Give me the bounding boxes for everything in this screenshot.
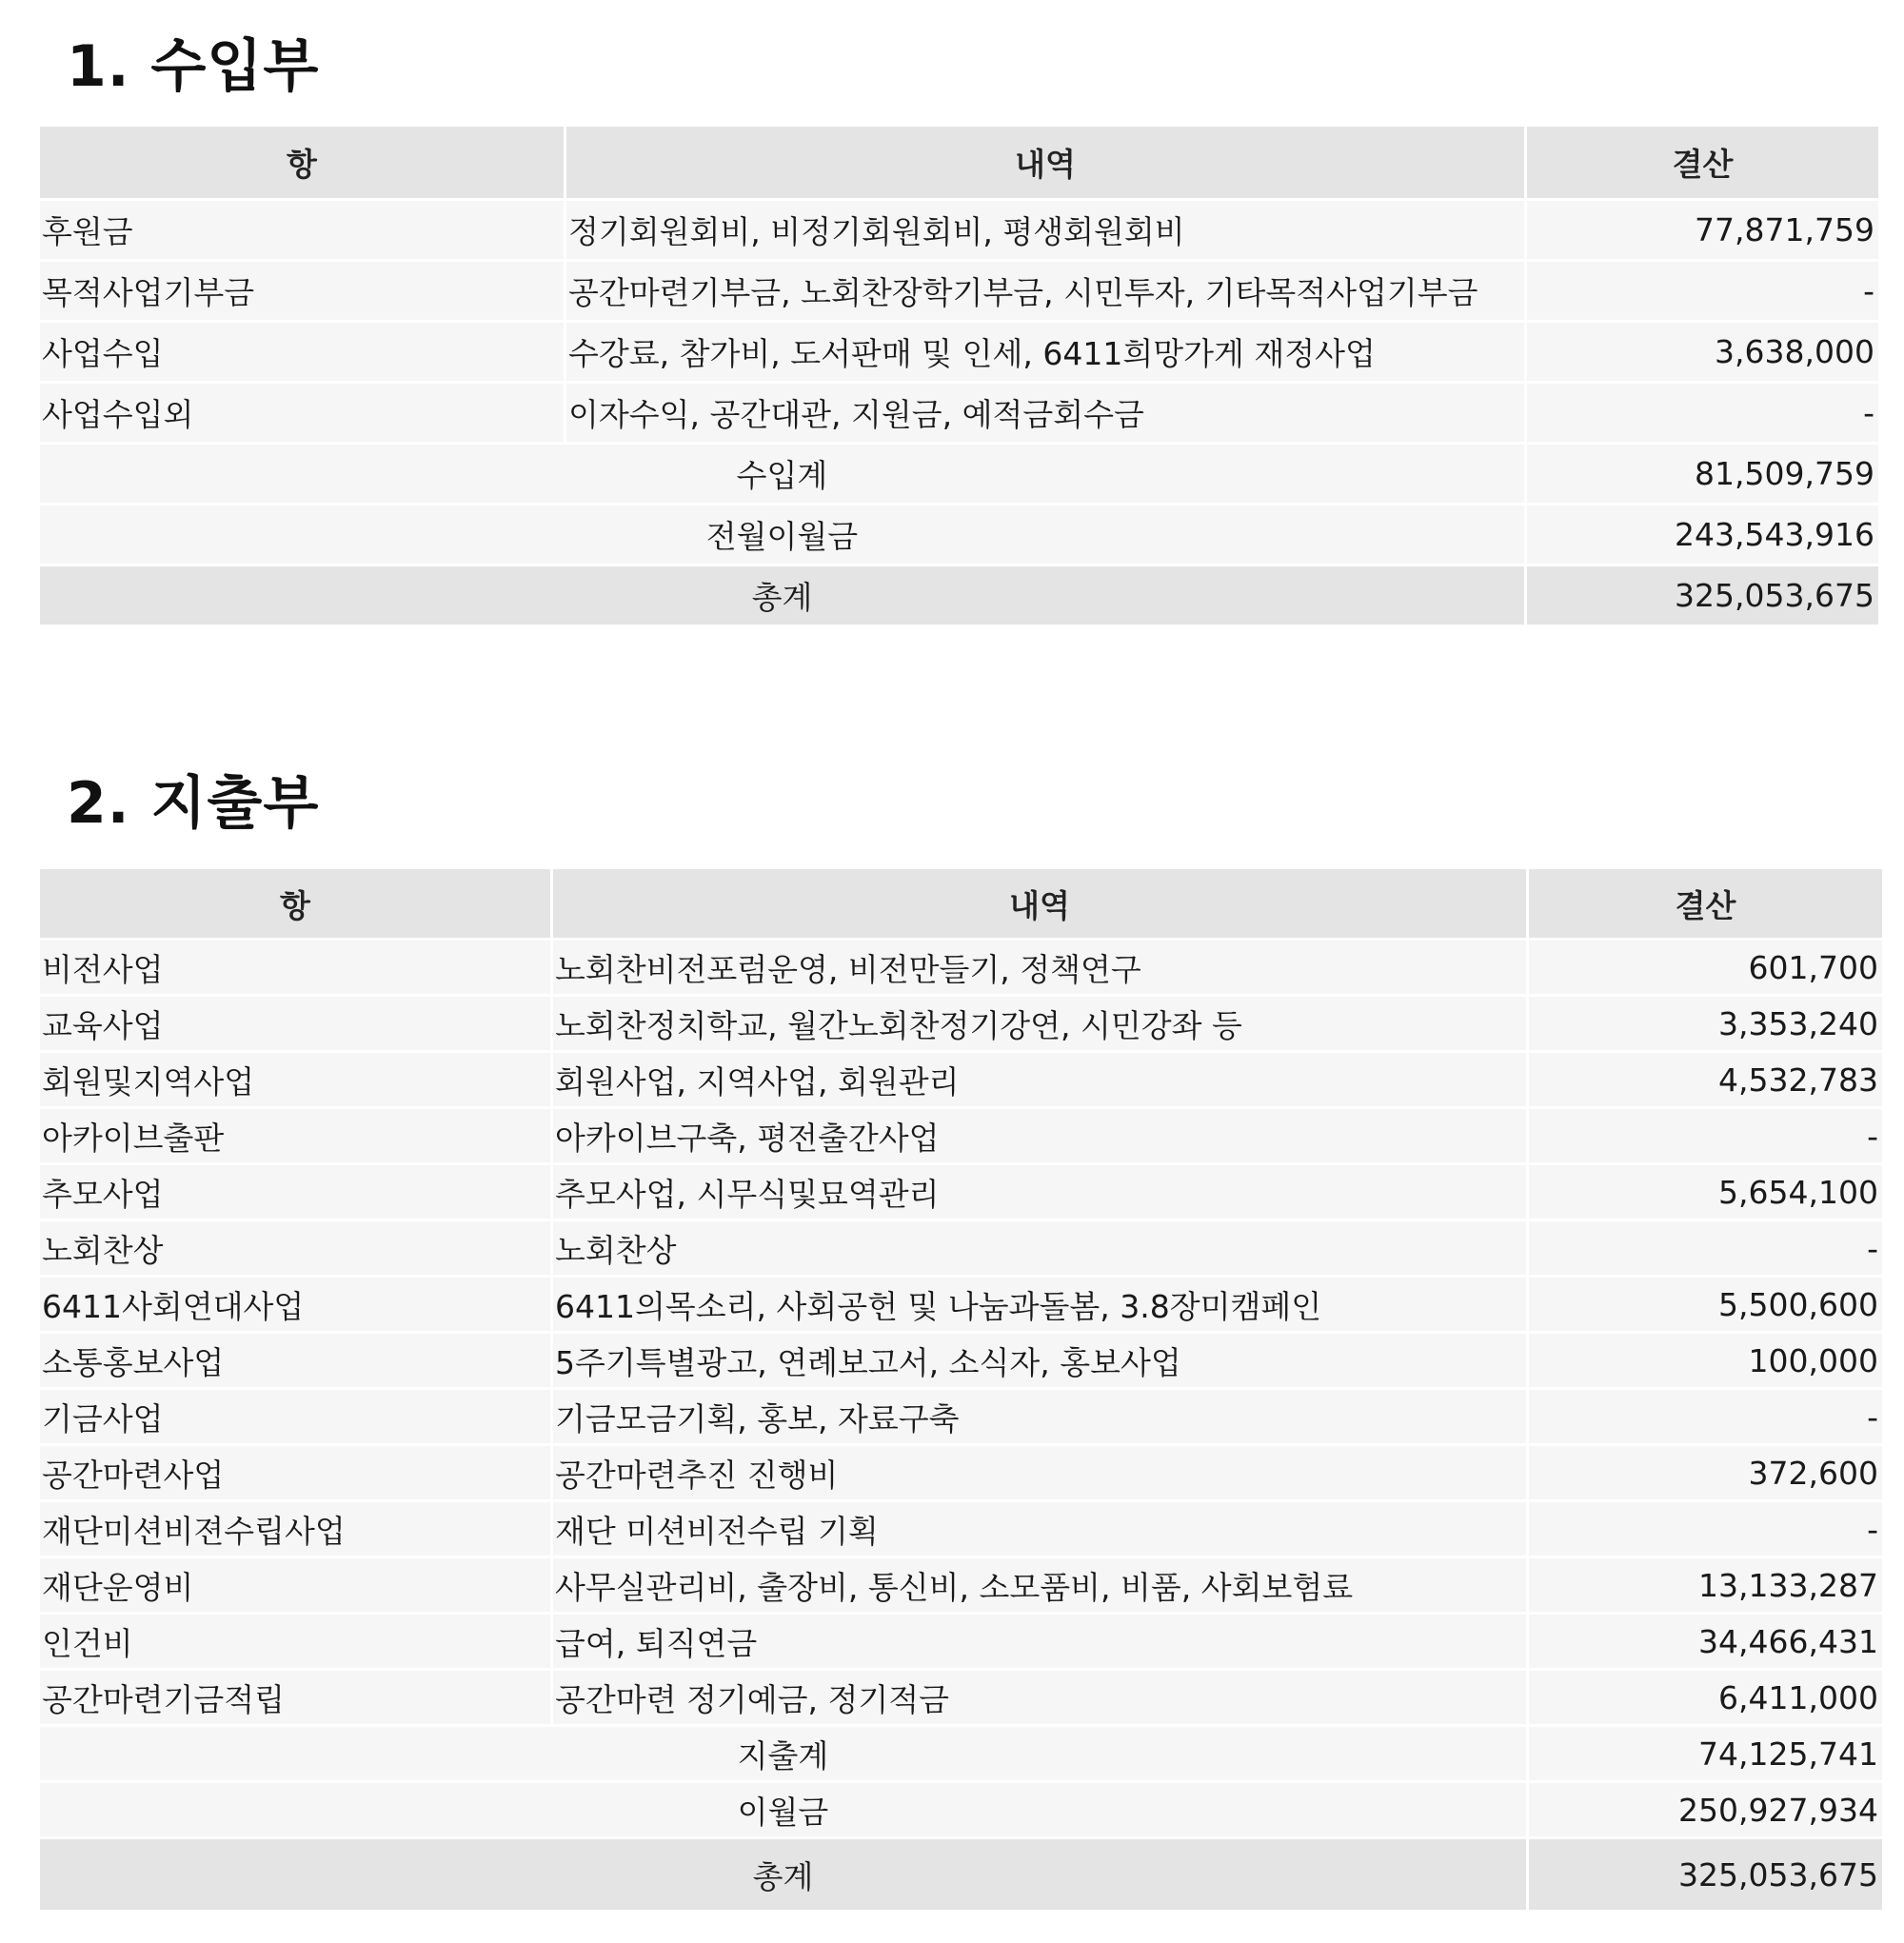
table-row — [40, 1221, 1882, 1275]
amount-cell: - — [1527, 384, 1878, 442]
detail-cell: 이자수익, 공간대관, 지원금, 예적금회수금 — [566, 384, 1524, 442]
amount-cell: - — [1529, 1109, 1882, 1162]
column-header-detail: 내역 — [566, 127, 1524, 198]
table-row — [40, 941, 1882, 994]
table-row — [40, 1502, 1882, 1556]
subtotal-row — [40, 1727, 1882, 1780]
detail-cell: 급여, 퇴직연금 — [553, 1615, 1526, 1668]
total-row — [40, 566, 1878, 625]
item-cell: 교육사업 — [40, 997, 550, 1050]
detail-cell: 노회찬비전포럼운영, 비전만들기, 정책연구 — [553, 941, 1526, 994]
table-row — [40, 1278, 1882, 1331]
total-label: 총계 — [40, 566, 1524, 625]
detail-cell: 재단 미션비전수립 기획 — [553, 1502, 1526, 1556]
amount-cell: 100,000 — [1529, 1334, 1882, 1387]
amount-cell: 34,466,431 — [1529, 1615, 1882, 1668]
table-row — [40, 1615, 1882, 1668]
item-cell: 재단운영비 — [40, 1558, 550, 1612]
item-cell: 목적사업기부금 — [40, 262, 564, 320]
item-cell: 아카이브출판 — [40, 1109, 550, 1162]
table-row — [40, 1446, 1882, 1499]
detail-cell: 5주기특별광고, 연례보고서, 소식자, 홍보사업 — [553, 1334, 1526, 1387]
column-header-detail: 내역 — [553, 869, 1526, 938]
table-row — [40, 1053, 1882, 1106]
item-cell: 후원금 — [40, 201, 564, 259]
item-cell: 공간마련사업 — [40, 1446, 550, 1499]
amount-cell: - — [1529, 1390, 1882, 1443]
item-cell: 비전사업 — [40, 941, 550, 994]
carryover-row — [40, 506, 1878, 564]
amount-cell: - — [1527, 262, 1878, 320]
item-cell: 소통홍보사업 — [40, 1334, 550, 1387]
column-header-item: 항 — [40, 127, 564, 198]
detail-cell: 6411의목소리, 사회공헌 및 나눔과돌봄, 3.8장미캠페인 — [553, 1278, 1526, 1331]
detail-cell: 추모사업, 시무식및묘역관리 — [553, 1165, 1526, 1219]
item-cell: 공간마련기금적립 — [40, 1671, 550, 1724]
total-amount: 325,053,675 — [1529, 1839, 1882, 1910]
item-cell: 기금사업 — [40, 1390, 550, 1443]
table-row — [40, 1671, 1882, 1724]
detail-cell: 아카이브구축, 평전출간사업 — [553, 1109, 1526, 1162]
carryover-label: 이월금 — [40, 1783, 1526, 1836]
amount-cell: 3,353,240 — [1529, 997, 1882, 1050]
table-row — [40, 1109, 1882, 1162]
item-cell: 6411사회연대사업 — [40, 1278, 550, 1331]
table-row — [40, 384, 1878, 442]
column-header-amount: 결산 — [1527, 127, 1878, 198]
item-cell: 사업수입외 — [40, 384, 564, 442]
detail-cell: 수강료, 참가비, 도서판매 및 인세, 6411희망가게 재정사업 — [566, 323, 1524, 381]
item-cell: 사업수입 — [40, 323, 564, 381]
table-row — [40, 262, 1878, 320]
income-table — [37, 124, 1881, 627]
carryover-row — [40, 1783, 1882, 1836]
item-cell: 인건비 — [40, 1615, 550, 1668]
detail-cell: 노회찬상 — [553, 1221, 1526, 1275]
expense-table — [37, 866, 1885, 1913]
item-cell: 재단미션비젼수립사업 — [40, 1502, 550, 1556]
item-cell: 노회찬상 — [40, 1221, 550, 1275]
amount-cell: 372,600 — [1529, 1446, 1882, 1499]
detail-cell: 회원사업, 지역사업, 회원관리 — [553, 1053, 1526, 1106]
subtotal-row — [40, 445, 1878, 503]
detail-cell: 노회찬정치학교, 월간노회찬정기강연, 시민강좌 등 — [553, 997, 1526, 1050]
table-row — [40, 997, 1882, 1050]
table-row — [40, 1390, 1882, 1443]
income-section-title: 1. 수입부 — [67, 33, 320, 100]
detail-cell: 정기회원회비, 비정기회원회비, 평생회원회비 — [566, 201, 1524, 259]
carryover-amount: 250,927,934 — [1529, 1783, 1882, 1836]
amount-cell: 3,638,000 — [1527, 323, 1878, 381]
amount-cell: 5,654,100 — [1529, 1165, 1882, 1219]
detail-cell: 기금모금기획, 홍보, 자료구축 — [553, 1390, 1526, 1443]
amount-cell: - — [1529, 1221, 1882, 1275]
column-header-item: 항 — [40, 869, 550, 938]
table-header-row — [40, 869, 1882, 938]
table-header-row — [40, 127, 1878, 198]
column-header-amount: 결산 — [1529, 869, 1882, 938]
detail-cell: 공간마련기부금, 노회찬장학기부금, 시민투자, 기타목적사업기부금 — [566, 262, 1524, 320]
table-row — [40, 1558, 1882, 1612]
amount-cell: 5,500,600 — [1529, 1278, 1882, 1331]
amount-cell: 4,532,783 — [1529, 1053, 1882, 1106]
subtotal-amount: 81,509,759 — [1527, 445, 1878, 503]
item-cell: 회원및지역사업 — [40, 1053, 550, 1106]
subtotal-label: 수입계 — [40, 445, 1524, 503]
table-row — [40, 323, 1878, 381]
detail-cell: 공간마련추진 진행비 — [553, 1446, 1526, 1499]
table-row — [40, 201, 1878, 259]
amount-cell: 601,700 — [1529, 941, 1882, 994]
carryover-label: 전월이월금 — [40, 506, 1524, 564]
table-row — [40, 1334, 1882, 1387]
item-cell: 추모사업 — [40, 1165, 550, 1219]
expense-section-title: 2. 지출부 — [67, 770, 320, 837]
detail-cell: 공간마련 정기예금, 정기적금 — [553, 1671, 1526, 1724]
total-amount: 325,053,675 — [1527, 566, 1878, 625]
subtotal-amount: 74,125,741 — [1529, 1727, 1882, 1780]
detail-cell: 사무실관리비, 출장비, 통신비, 소모품비, 비품, 사회보험료 — [553, 1558, 1526, 1612]
amount-cell: 77,871,759 — [1527, 201, 1878, 259]
amount-cell: - — [1529, 1502, 1882, 1556]
amount-cell: 13,133,287 — [1529, 1558, 1882, 1612]
table-row — [40, 1165, 1882, 1219]
total-label: 총계 — [40, 1839, 1526, 1910]
subtotal-label: 지출계 — [40, 1727, 1526, 1780]
total-row — [40, 1839, 1882, 1910]
carryover-amount: 243,543,916 — [1527, 506, 1878, 564]
amount-cell: 6,411,000 — [1529, 1671, 1882, 1724]
